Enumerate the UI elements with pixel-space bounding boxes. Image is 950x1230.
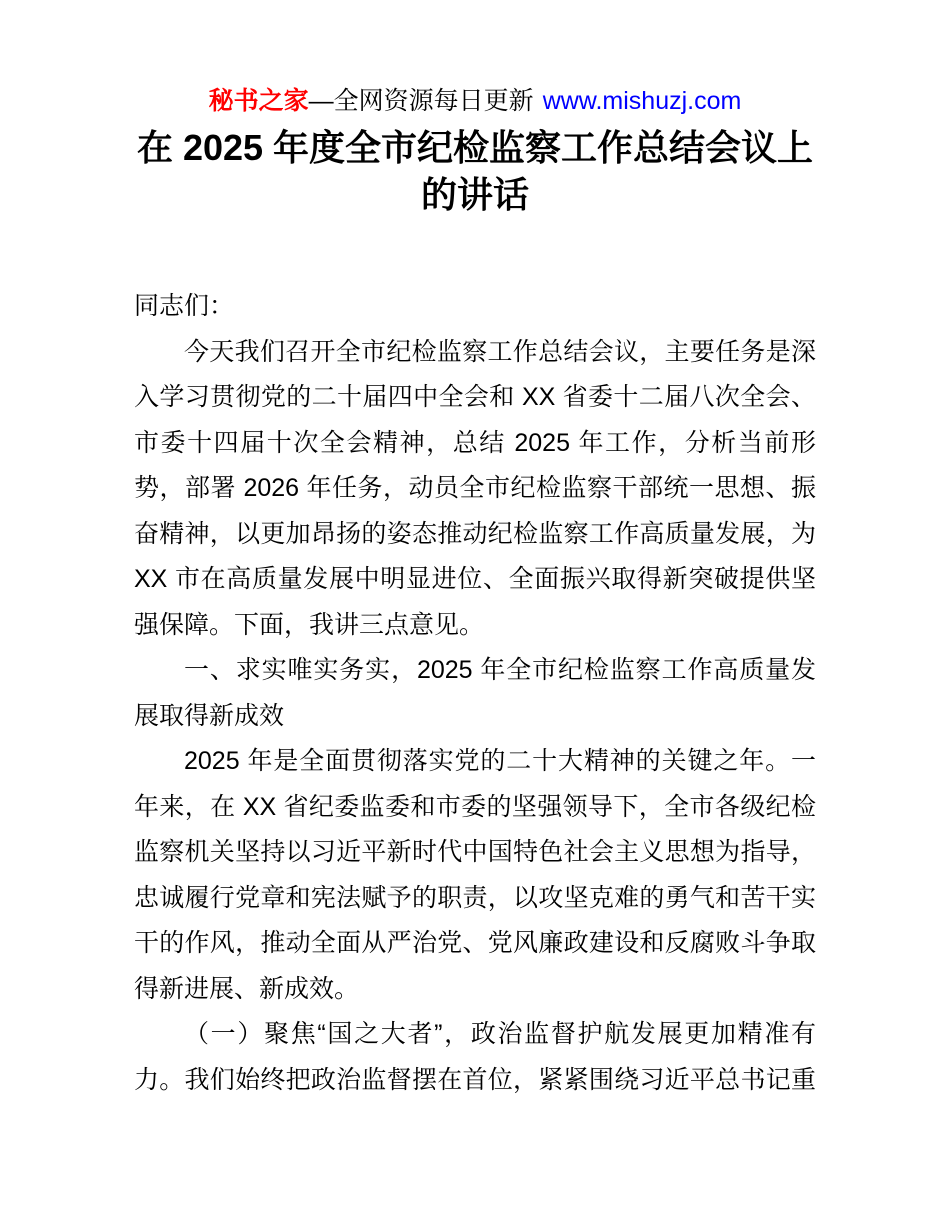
body-line: 势，部署 2026 年任务，动员全市纪检监察干部统一思想、振 [134,474,816,502]
body-line: 监察机关坚持以习近平新时代中国特色社会主义思想为指导， [134,838,816,866]
document-body [134,284,816,1103]
title-line-2: 的讲话 [420,174,529,215]
body-line: （一）聚焦“国之大者”，政治监督护航发展更加精准有 [184,1020,816,1048]
body-line: 展取得新成效 [134,701,285,730]
doc-header [0,0,950,116]
body-line: 干的作风，推动全面从严治党、党风廉政建设和反腐败斗争取 [134,929,816,957]
paragraph [134,284,816,330]
body-line: 力。我们始终把政治监督摆在首位，紧紧围绕习近平总书记重 [134,1065,816,1094]
body-line: XX 市在高质量发展中明显进位、全面振兴取得新突破提供坚 [134,565,816,593]
body-line: 2025 年是全面贯彻落实党的二十大精神的关键之年。一 [184,747,816,775]
body-line: 市委十四届十次全会精神，总结 2025 年工作，分析当前形 [134,428,816,457]
site-url-link[interactable]: www.mishuzj.com [542,87,742,115]
title-line-1: 在 2025 年度全市纪检监察工作总结会议上 [136,127,814,168]
body-line: 入学习贯彻党的二十届四中全会和 XX 省委十二届八次全会、 [134,383,816,411]
paragraph [134,739,816,1012]
body-line: 奋精神，以更加昂扬的姿态推动纪检监察工作高质量发展，为 [134,519,816,548]
body-line: 今天我们召开全市纪检监察工作总结会议，主要任务是深 [184,337,816,366]
body-line: 强保障。下面，我讲三点意见。 [134,610,485,639]
body-line: 同志们： [134,292,235,320]
paragraph [134,330,816,649]
document-title [95,124,855,218]
body-line: 一、求实唯实务实，2025 年全市纪检监察工作高质量发 [184,656,816,684]
site-tagline: —全网资源每日更新 [308,87,534,115]
body-line: 忠诚履行党章和宪法赋予的职责，以攻坚克难的勇气和苦干实 [134,883,816,912]
paragraph [134,1012,816,1103]
body-line: 得新进展、新成效。 [134,974,360,1003]
body-line: 年来，在 XX 省纪委监委和市委的坚强领导下，全市各级纪检 [134,792,816,821]
site-name: 秘书之家 [208,87,309,115]
paragraph [134,648,816,739]
